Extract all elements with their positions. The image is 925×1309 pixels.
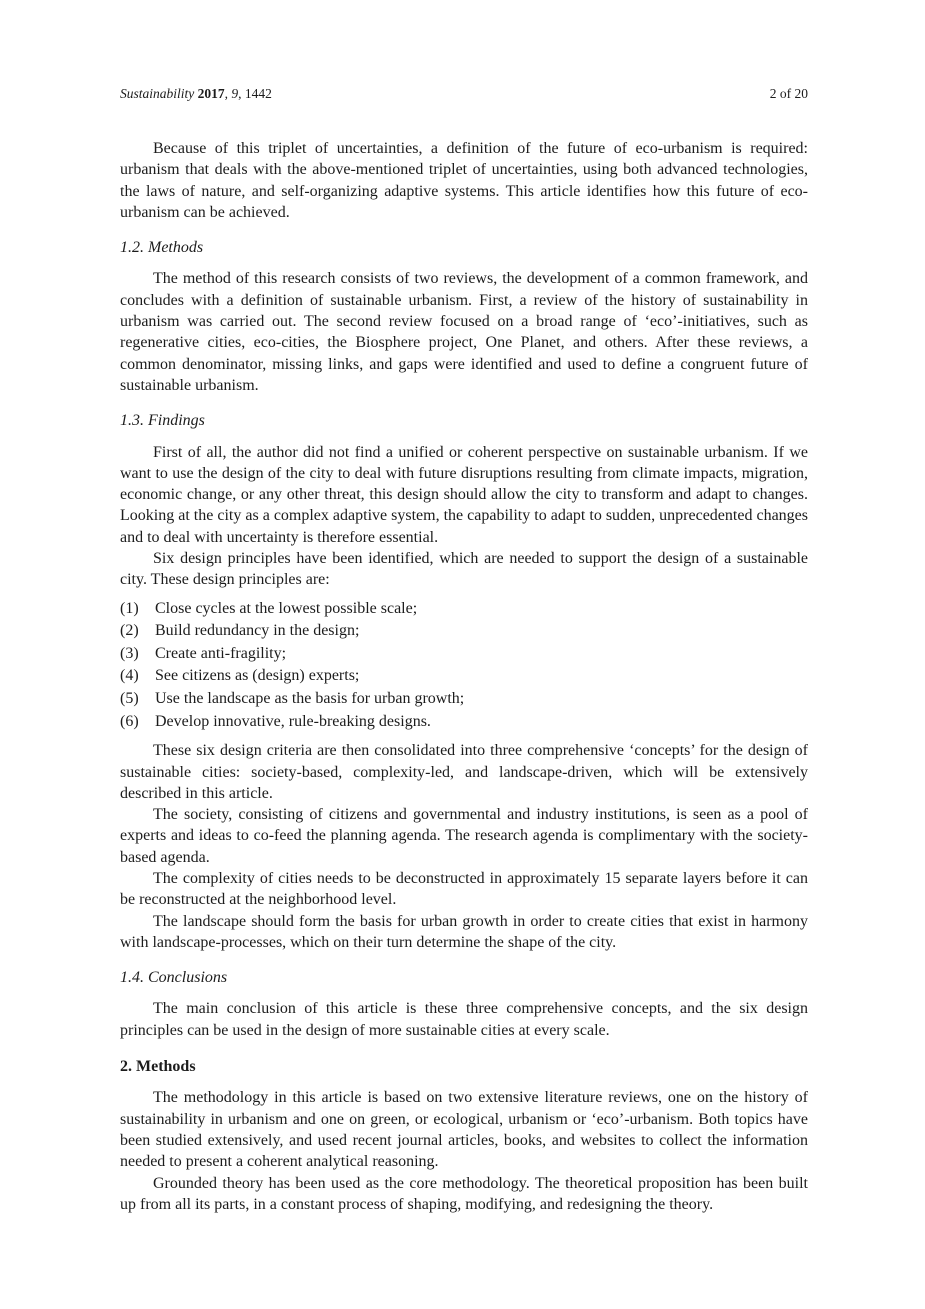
list-item-marker: (1) bbox=[120, 599, 139, 617]
section-subheading: 1.3. Findings bbox=[120, 412, 205, 430]
section-subheading: 1.2. Methods bbox=[120, 239, 204, 257]
list-item-text: See citizens as (design) experts; bbox=[155, 667, 360, 685]
paragraph: The landscape should form the basis for urban growth in order to create cities that exist in harmony with landscape-processes, which on their turn determine the shape of the city. bbox=[120, 912, 808, 951]
list-item-marker: (6) bbox=[120, 712, 139, 730]
paragraph: Grounded theory has been used as the core methodology. The theoretical proposition has been built up from all its parts, in a constant process of shaping, modifying, and redesigning the theory. bbox=[120, 1174, 808, 1213]
paragraph: First of all, the author did not find a unified or coherent perspective on sustainable urbanism. If we want to use the design of the city to deal with future disruptions resulting from climate impacts, migration, economic change, or any other threat, this design should allow the city to transform and adapt to changes. Looking at the city as a complex adaptive system, the capability to adapt to sudden, unprecedented changes and to deal with uncertainty is therefore essential. bbox=[120, 443, 808, 546]
paragraph: These six design criteria are then consolidated into three comprehensive ‘concepts’ for the design of sustainable cities: society-based, complexity-led, and landscape-driven, which will be extensively described in this article. bbox=[120, 742, 808, 802]
paragraph: The main conclusion of this article is these three comprehensive concepts, and the six design principles can be used in the design of more sustainable cities at every scale. bbox=[120, 1000, 808, 1039]
citation-year: 2017 bbox=[197, 86, 225, 101]
citation-number: 1442 bbox=[244, 86, 272, 101]
paragraph: The methodology in this article is based on two extensive literature reviews, one on the history of sustainability in urbanism and one on green, or ecological, urbanism or ‘eco’-urbanism. Both topics have been studied extensively, and used recent journal articles, books, and websites to collect the information needed to present a coherent analytical reasoning. bbox=[120, 1089, 808, 1171]
paragraph: The complexity of cities needs to be deconstructed in approximately 15 separate layers before it can be reconstructed at the neighborhood level. bbox=[120, 869, 808, 909]
paragraph: The society, consisting of citizens and governmental and industry institutions, is seen as a pool of experts and ideas to co-feed the planning agenda. The research agenda is complimentary with the society-based agenda. bbox=[120, 806, 808, 866]
list-item-marker: (3) bbox=[120, 644, 139, 662]
section-subheading: 1.4. Conclusions bbox=[120, 969, 228, 987]
list-item-text: Create anti-fragility; bbox=[155, 644, 287, 662]
page-number: 2 of 20 bbox=[769, 86, 808, 101]
paragraph: The method of this research consists of two reviews, the development of a common framework, and concludes with a definition of sustainable urbanism. First, a review of the history of sustainability in urbanism was carried out. The second review focused on a broad range of ‘eco’-initiatives, such as regenerative cities, eco-cities, the Biosphere project, One Planet, and others. After these reviews, a common denominator, missing links, and gaps were identified and used to define a congruent future of sustainable urbanism. bbox=[120, 270, 808, 394]
list-item-text: Develop innovative, rule-breaking designs. bbox=[155, 712, 431, 730]
list-item-marker: (5) bbox=[120, 690, 139, 708]
article-body bbox=[120, 138, 808, 1215]
list-item-marker: (2) bbox=[120, 622, 139, 640]
list-item bbox=[120, 643, 808, 666]
section-heading: 2. Methods bbox=[120, 1058, 196, 1076]
citation-separator: , bbox=[224, 86, 232, 101]
paragraph: Because of this triplet of uncertainties, a definition of the future of eco-urbanism is required: urbanism that deals with the above-mentioned triplet of uncertainties, using both advanced technologies, the laws of nature, and self-organizing adaptive systems. This article identifies how this future of eco-urbanism can be achieved. bbox=[120, 140, 808, 221]
list-item bbox=[120, 711, 808, 734]
citation-separator: , bbox=[238, 86, 245, 101]
list-item bbox=[120, 620, 808, 643]
list-item-text: Close cycles at the lowest possible scale; bbox=[155, 599, 418, 617]
paragraph: Six design principles have been identified, which are needed to support the design of a sustainable city. These design principles are: bbox=[120, 550, 808, 589]
list-item-text: Use the landscape as the basis for urban growth; bbox=[155, 690, 465, 708]
citation-volume: 9 bbox=[231, 86, 239, 101]
list-item-text: Build redundancy in the design; bbox=[155, 622, 360, 640]
running-head bbox=[120, 85, 808, 102]
numbered-list bbox=[120, 598, 808, 734]
list-item bbox=[120, 598, 808, 621]
list-item bbox=[120, 665, 808, 688]
list-item-marker: (4) bbox=[120, 667, 139, 685]
journal-name: Sustainability bbox=[120, 86, 195, 101]
journal-citation bbox=[120, 85, 272, 102]
list-item bbox=[120, 688, 808, 711]
